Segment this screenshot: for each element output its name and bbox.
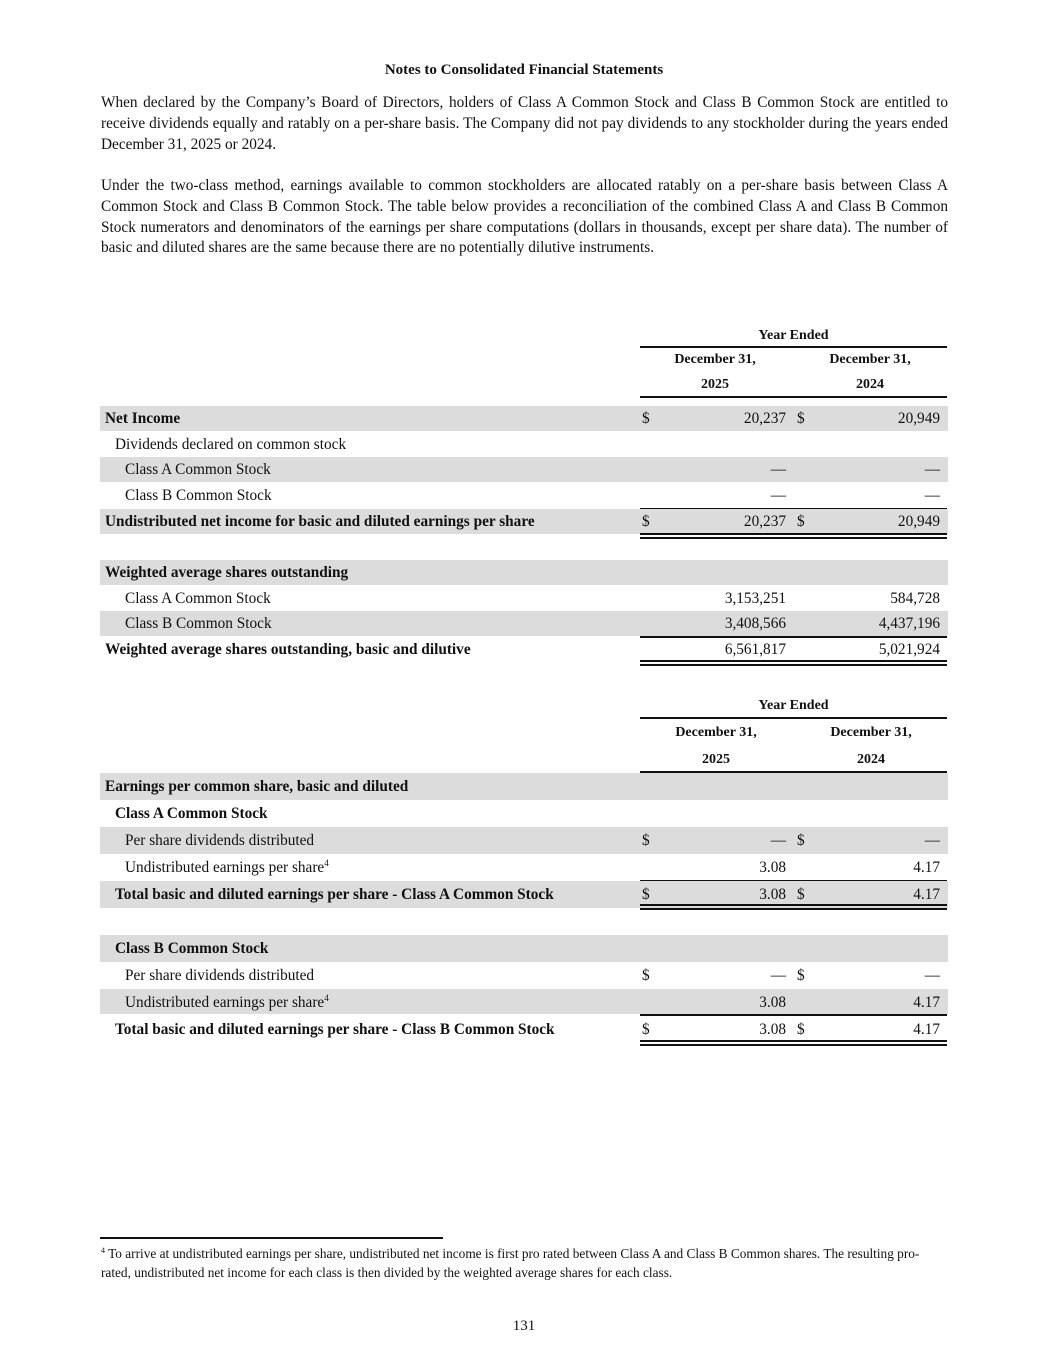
value-2024: — xyxy=(924,967,940,984)
value-2025: — xyxy=(770,832,786,849)
col-header-2024-year: 2024 xyxy=(857,752,885,767)
column-group-header: Year Ended xyxy=(758,328,829,343)
value-2024: — xyxy=(924,461,940,478)
row-label: Class B Common Stock xyxy=(115,940,269,957)
currency-symbol: $ xyxy=(797,832,805,849)
row-label: Undistributed earnings per share$^4$ xyxy=(125,858,329,876)
currency-symbol: $ xyxy=(642,832,650,849)
col-header-2025-year: 2025 xyxy=(702,752,730,767)
row-label: Undistributed earnings per share$^4$ xyxy=(125,993,329,1011)
total-double-rule xyxy=(640,904,947,910)
row-label: Class B Common Stock xyxy=(125,487,272,504)
currency-symbol: $ xyxy=(642,410,650,427)
value-2025: 3.08 xyxy=(759,886,786,903)
col-header-2025-line1: December 31, xyxy=(674,352,756,367)
currency-symbol: $ xyxy=(797,513,805,530)
value-2024: 20,949 xyxy=(897,410,940,427)
value-2025: 3.08 xyxy=(759,1021,786,1038)
paragraph-dividends: When declared by the Company’s Board of Directors, holders of Class A Common Stock and Class B Common Stock are entitled to receive dividends equally and ratably on a per-share basis. The Company did not pay dividends to any stockholder during the years ended December 31, 2025 or 2024. xyxy=(101,94,948,153)
footnote-text: To arrive at undistributed earnings per share, undistributed net income is first pro rated between Class A and Class B Common shares. The resulting pro-rated, undistributed net income for each class is then divided by the weighted average shares for each class. xyxy=(101,1246,920,1280)
value-2025: 3,153,251 xyxy=(724,590,786,607)
value-2024: — xyxy=(924,832,940,849)
table-row-dividends-class-a xyxy=(100,457,948,482)
value-2025: 20,237 xyxy=(743,410,786,427)
row-label: Per share dividends distributed xyxy=(125,967,315,984)
table-row-shares-class-b xyxy=(100,611,948,636)
row-label: Weighted average shares outstanding, basic and dilutive xyxy=(105,641,471,658)
value-2024: 20,949 xyxy=(897,513,940,530)
currency-symbol: $ xyxy=(797,967,805,984)
currency-symbol: $ xyxy=(642,1021,650,1038)
row-label: Class B Common Stock xyxy=(125,615,272,632)
value-2025: — xyxy=(770,967,786,984)
row-label: Earnings per common share, basic and diluted xyxy=(105,778,409,795)
table-row-class-b-header xyxy=(100,935,948,962)
value-2024: 4,437,196 xyxy=(878,615,940,632)
currency-symbol: $ xyxy=(642,886,650,903)
table-row-dividends-declared xyxy=(100,432,948,457)
value-2024: 4.17 xyxy=(913,1021,940,1038)
row-label: Class A Common Stock xyxy=(125,461,271,478)
table-row-dividends-class-b xyxy=(100,483,948,508)
col-header-2024-year: 2024 xyxy=(856,377,884,392)
footnote-separator xyxy=(100,1237,443,1239)
table-row-class-a-undistributed xyxy=(100,854,948,881)
currency-symbol: $ xyxy=(797,1021,805,1038)
footnote-marker: 4 xyxy=(324,858,329,868)
col-header-2025-line1: December 31, xyxy=(675,725,757,740)
table-row-undistributed-net-income xyxy=(100,509,948,534)
row-label: Dividends declared on common stock xyxy=(115,436,347,453)
currency-symbol: $ xyxy=(797,410,805,427)
table-row-eps-header xyxy=(100,773,948,800)
value-2024: — xyxy=(924,487,940,504)
footnote xyxy=(101,1244,948,1282)
column-group-header: Year Ended xyxy=(758,698,829,713)
table-row-class-a-dividends xyxy=(100,827,948,854)
header-rule xyxy=(640,717,947,719)
table-row-weighted-avg-header xyxy=(100,560,948,585)
header-rule xyxy=(640,346,947,348)
page-title: Notes to Consolidated Financial Statements xyxy=(384,62,664,78)
value-2024: 584,728 xyxy=(890,590,940,607)
row-label: Class A Common Stock xyxy=(115,805,268,822)
value-2024: 4.17 xyxy=(913,994,940,1011)
footnote-marker: 4 xyxy=(101,1246,105,1255)
header-bottom-rule xyxy=(640,396,947,398)
col-header-2025-year: 2025 xyxy=(701,377,729,392)
paragraph-two-class-method: Under the two-class method, earnings available to common stockholders are allocated ratably on a per-share basis between Class A Common Stock and Class B Common Stock. The table below provides a reconciliation of the combined Class A and Class B Common Stock numerators and denominators of the earnings per share computations (dollars in thousands, except per share data). The number of basic and diluted shares are the same because there are no potentially dilutive instruments. xyxy=(101,177,948,257)
value-2025: 3.08 xyxy=(759,994,786,1011)
total-double-rule xyxy=(640,1040,947,1046)
table-row-class-b-undistributed xyxy=(100,989,948,1014)
value-2025: — xyxy=(770,461,786,478)
value-2025: 6,561,817 xyxy=(724,641,786,658)
value-2024: 4.17 xyxy=(913,859,940,876)
col-header-2024-line1: December 31, xyxy=(829,352,911,367)
row-label: Total basic and diluted earnings per share - Class B Common Stock xyxy=(115,1021,555,1038)
currency-symbol: $ xyxy=(642,513,650,530)
row-label: Total basic and diluted earnings per share - Class A Common Stock xyxy=(115,886,554,903)
value-2025: — xyxy=(770,487,786,504)
table-row-class-b-total xyxy=(100,1016,948,1043)
col-header-2024-line1: December 31, xyxy=(830,725,912,740)
footnote-marker: 4 xyxy=(324,993,329,1003)
row-label: Net Income xyxy=(105,410,181,427)
row-label: Per share dividends distributed xyxy=(125,832,315,849)
table-row-weighted-avg-total xyxy=(100,637,948,662)
page-number: 131 xyxy=(512,1318,536,1334)
total-double-rule xyxy=(640,660,947,666)
row-label: Class A Common Stock xyxy=(125,590,271,607)
table-row-class-b-dividends xyxy=(100,962,948,989)
value-2025: 3.08 xyxy=(759,859,786,876)
table-row-net-income xyxy=(100,406,948,431)
table-row-shares-class-a xyxy=(100,586,948,611)
value-2025: 20,237 xyxy=(743,513,786,530)
row-label: Weighted average shares outstanding xyxy=(105,564,349,581)
value-2024: 4.17 xyxy=(913,886,940,903)
currency-symbol: $ xyxy=(642,967,650,984)
value-2025: 3,408,566 xyxy=(724,615,786,632)
row-label: Undistributed net income for basic and diluted earnings per share xyxy=(105,513,535,530)
currency-symbol: $ xyxy=(797,886,805,903)
table-row-class-a-header xyxy=(100,800,948,827)
value-2024: 5,021,924 xyxy=(878,641,940,658)
total-double-rule xyxy=(640,533,947,539)
